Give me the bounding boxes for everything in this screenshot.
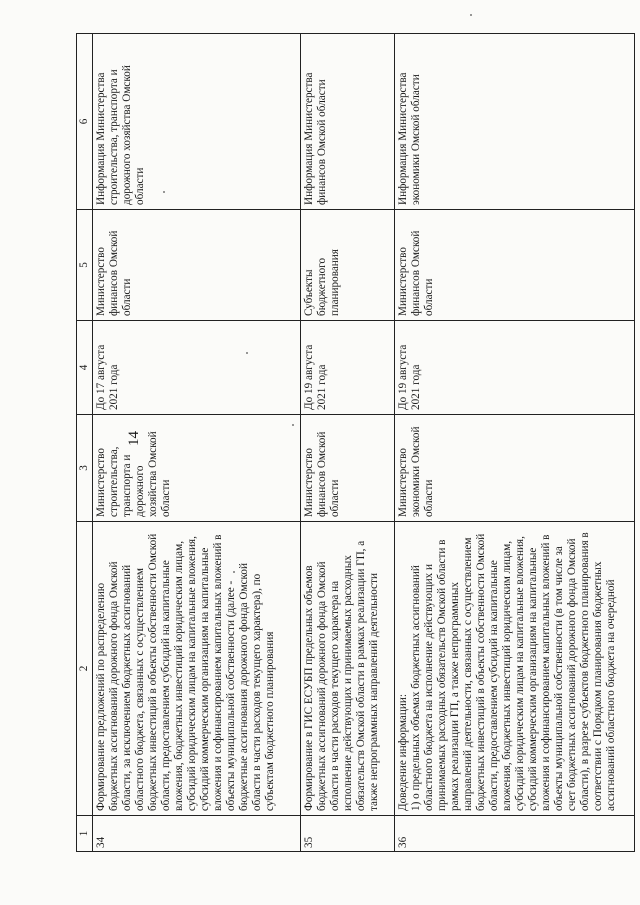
action-cell: Формирование предложений по распределению бюджетных ассигнований дорожного фонда Омской области, за исключением бюджетных ассигнований областного бюджета, связанных с осуществлением бюджетных инвестиций в объекты собственности Омской области, предоставлением субсидий на капитальные вложения, бюджетных инвестиций юридическим лицам, субсидий юридическим лицам на капитальные вложения, субсидий коммерческим организациям на капитальные вложения и софинансированием капитальных вложений в объекты муниципальной собственности (далее - бюджетные ассигнования дорожного фонда Омской области в части расходов текущего характера), по субъектам бюджетного планирования: [93, 522, 301, 816]
page-number: 14: [126, 431, 142, 446]
column-header: 5: [77, 210, 93, 321]
deadline-cell: До 19 августа 2021 года: [395, 321, 635, 415]
table-row: [395, 34, 635, 852]
executor-cell: Министерство экономики Омской области: [395, 415, 635, 522]
action-cell: Формирование в ГИС ЕСУБП предельных объемов бюджетных ассигнований дорожного фонда Омской области в части расходов текущего характера на исполнение действующих и принимаемых расходных обязательств Омской области в рамках реализации ГП, а также непрограммных направлений деятельности: [301, 522, 395, 816]
column-header: 2: [77, 522, 93, 816]
table-row: [93, 34, 301, 852]
scan-speck: [470, 14, 472, 16]
column-header: 1: [77, 816, 93, 852]
recipient-cell: Министерство финансов Омской области: [93, 210, 301, 321]
deadline-cell: До 19 августа 2021 года: [301, 321, 395, 415]
schedule-table: [76, 33, 635, 852]
action-cell: Доведение информации: 1) о предельных объемах бюджетных ассигнований областного бюджета на исполнение действующих и принимаемых расходных обязательств Омской области в рамках реализации ГП, а также непрограммных направлений деятельности, связанных с осуществлением бюджетных инвестиций в объекты собственности Омской области, предоставлением субсидий на капитальные вложения, бюджетных инвестиций юридическим лицам, субсидий юридическим лицам на капитальные вложения, субсидий коммерческим организациям на капитальные вложения и софинансированием капитальных вложений в объекты муниципальной собственности (в том числе за счет бюджетных ассигнований дорожного фонда Омской области), в разрезе субъектов бюджетного планирования в соответствии с Порядком планирования бюджетных ассигнований областного бюджета на очередной: [395, 522, 635, 816]
recipient-cell: Субъекты бюджетного планирования: [301, 210, 395, 321]
result-cell: Информация Министерства финансов Омской области: [301, 34, 395, 210]
row-number: 35: [301, 816, 395, 852]
table-header-row: [77, 34, 93, 852]
result-cell: Информация Министерства экономики Омской области: [395, 34, 635, 210]
row-number: 36: [395, 816, 635, 852]
result-cell: Информация Министерства строительства, транспорта и дорожного хозяйства Омской области: [93, 34, 301, 210]
column-header: 4: [77, 321, 93, 415]
table-row: [301, 34, 395, 852]
executor-cell: Министерство строительства, транспорта и дорожного хозяйства Омской области: [93, 415, 301, 522]
recipient-cell: Министерство финансов Омской области: [395, 210, 635, 321]
executor-cell: Министерство финансов Омской области: [301, 415, 395, 522]
row-number: 34: [93, 816, 301, 852]
column-header: 6: [77, 34, 93, 210]
deadline-cell: До 17 августа 2021 года: [93, 321, 301, 415]
column-header: 3: [77, 415, 93, 522]
rotated-table-wrapper: [76, 34, 635, 852]
